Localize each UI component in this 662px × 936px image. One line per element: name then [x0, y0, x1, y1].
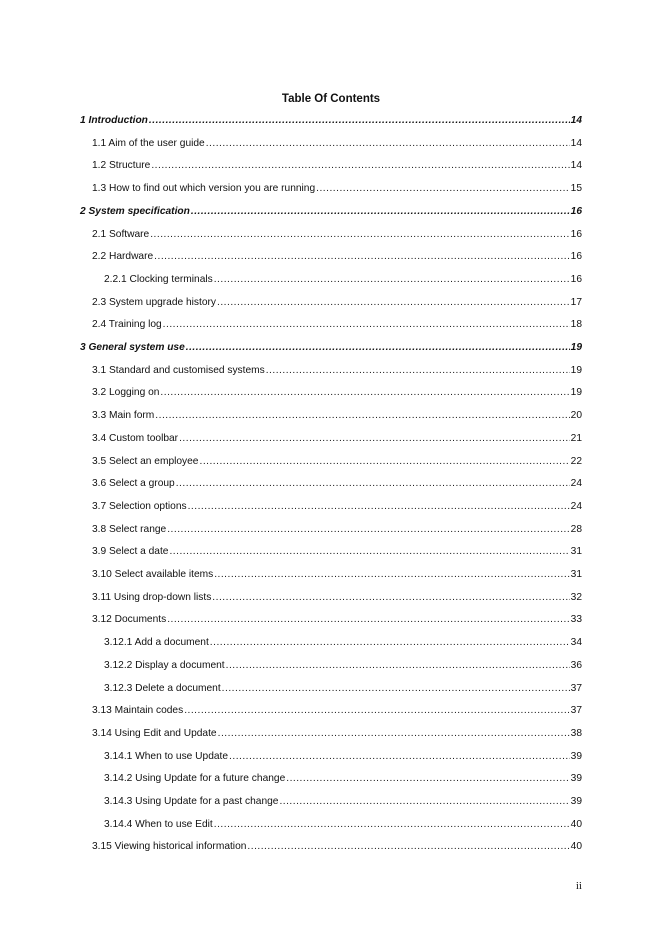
- toc-entry-page: 39: [570, 750, 582, 762]
- toc-leader-dots: [186, 341, 570, 354]
- toc-entry-label: 3.9 Select a date: [92, 546, 169, 558]
- toc-entry-page: 14: [570, 115, 582, 126]
- toc-leader-dots: [247, 840, 569, 853]
- toc-entry[interactable]: [92, 833, 582, 853]
- toc-entry-label: 3.4 Custom toolbar: [92, 432, 179, 444]
- toc-leader-dots: [149, 114, 570, 127]
- toc-leader-dots: [176, 477, 570, 490]
- toc-entry-page: 37: [570, 705, 582, 717]
- toc-entry-page: 40: [570, 818, 582, 830]
- toc-entry-page: 22: [570, 455, 582, 467]
- toc-entry-page: 28: [570, 523, 582, 535]
- toc-entry-label: 3.15 Viewing historical information: [92, 841, 247, 853]
- toc-entry[interactable]: [92, 175, 582, 195]
- toc-entry-page: 32: [570, 591, 582, 603]
- toc-entry-label: 3.8 Select range: [92, 523, 167, 535]
- toc-entry[interactable]: [92, 493, 582, 513]
- toc-entry-label: 2.4 Training log: [92, 319, 162, 331]
- toc-entry-label: 3.3 Main form: [92, 410, 155, 422]
- toc-entry-label: 1.3 How to find out which version you are running: [92, 183, 316, 195]
- toc-leader-dots: [167, 523, 569, 536]
- toc-entry-label: 2.1 Software: [92, 228, 150, 240]
- toc-entry-page: 21: [570, 432, 582, 444]
- toc-entry-label: 3.10 Select available items: [92, 569, 214, 580]
- toc-entry-page: 14: [570, 160, 582, 172]
- toc-leader-dots: [154, 250, 570, 263]
- toc-entry-page: 38: [570, 727, 582, 739]
- toc-leader-dots: [217, 296, 570, 309]
- toc-entry-label: 2.2 Hardware: [92, 251, 154, 263]
- toc-leader-dots: [214, 818, 570, 831]
- toc-entry[interactable]: [92, 720, 582, 740]
- toc-entry[interactable]: [104, 652, 582, 672]
- toc-leader-dots: [212, 591, 569, 604]
- toc-entry-label: 1.2 Structure: [92, 160, 151, 172]
- toc-entry-page: 19: [570, 342, 582, 353]
- toc-leader-dots: [160, 386, 569, 399]
- toc-leader-dots: [229, 750, 570, 763]
- toc-entry-page: 40: [570, 841, 582, 853]
- toc-leader-dots: [266, 364, 570, 377]
- toc-leader-dots: [222, 682, 570, 695]
- toc-entry-page: 18: [570, 319, 582, 331]
- toc-leader-dots: [167, 613, 569, 626]
- toc-entry-page: 31: [570, 569, 582, 580]
- toc-entry-page: 39: [570, 773, 582, 785]
- toc-entry-page: 15: [570, 183, 582, 195]
- toc-entry-label: 3.7 Selection options: [92, 500, 187, 512]
- toc-entry-page: 36: [570, 659, 582, 671]
- toc-entry[interactable]: [92, 402, 582, 422]
- toc-entry[interactable]: [92, 697, 582, 717]
- toc-leader-dots: [199, 455, 569, 468]
- toc-entry[interactable]: [92, 357, 582, 377]
- toc-leader-dots: [226, 659, 570, 672]
- toc-entry-label: 3.12.3 Delete a document: [104, 682, 221, 694]
- toc-entry[interactable]: [92, 470, 582, 490]
- toc-entry[interactable]: [92, 152, 582, 172]
- toc-leader-dots: [155, 409, 569, 422]
- toc-entry-label: 3.14.3 Using Update for a past change: [104, 796, 279, 807]
- toc-entry[interactable]: [92, 425, 582, 445]
- toc-entry-label: 3.12 Documents: [92, 614, 167, 626]
- toc-entry[interactable]: [92, 448, 582, 468]
- toc-entry-page: 24: [570, 478, 582, 490]
- toc-entry-page: 16: [570, 273, 582, 285]
- toc-entry-page: 14: [570, 137, 582, 149]
- toc-entry-page: 16: [570, 228, 582, 240]
- toc-title: Table Of Contents: [281, 93, 381, 105]
- toc-entry-label: 3.2 Logging on: [92, 387, 160, 399]
- toc-leader-dots: [191, 205, 570, 218]
- toc-entry-page: 16: [570, 251, 582, 263]
- toc-entry[interactable]: [80, 334, 582, 354]
- toc-leader-dots: [151, 159, 569, 172]
- toc-entry-page: 33: [570, 614, 582, 626]
- toc-entry[interactable]: [104, 765, 582, 785]
- toc-leader-dots: [316, 182, 570, 195]
- toc-leader-dots: [218, 727, 570, 740]
- toc-entry-label: 3.14.1 When to use Update: [104, 750, 229, 762]
- toc-leader-dots: [179, 432, 570, 445]
- toc-entry-label: 3.14.2 Using Update for a future change: [104, 773, 286, 785]
- toc-entry[interactable]: [104, 629, 582, 649]
- toc-leader-dots: [286, 772, 569, 785]
- toc-entry[interactable]: [92, 561, 582, 581]
- toc-leader-dots: [188, 500, 570, 513]
- toc-leader-dots: [163, 318, 570, 331]
- toc-entry-page: 31: [570, 546, 582, 558]
- toc-entry[interactable]: [104, 675, 582, 695]
- toc-leader-dots: [214, 568, 569, 581]
- toc-entry-label: 3.13 Maintain codes: [92, 705, 184, 717]
- toc-entry-label: 2.3 System upgrade history: [92, 296, 217, 308]
- toc-entry-label: 3.12.2 Display a document: [104, 659, 225, 671]
- toc-leader-dots: [206, 137, 570, 150]
- toc-entry-label: 3 General system use: [80, 342, 185, 353]
- toc-entry-page: 19: [570, 387, 582, 399]
- toc-entry-label: 3.14.4 When to use Edit: [104, 818, 213, 830]
- toc-entry[interactable]: [80, 107, 582, 127]
- toc-entry[interactable]: [80, 198, 582, 218]
- toc-entry-page: 17: [570, 296, 582, 308]
- toc-entry[interactable]: [92, 311, 582, 331]
- toc-entry[interactable]: [92, 379, 582, 399]
- toc-entry-page: 34: [570, 637, 582, 649]
- toc-entry[interactable]: [92, 221, 582, 241]
- toc-entry-page: 39: [570, 796, 582, 807]
- toc-entry[interactable]: [92, 289, 582, 309]
- toc-entry-page: 37: [570, 682, 582, 694]
- toc-entry-label: 3.1 Standard and customised systems: [92, 364, 265, 376]
- toc-entry-label: 3.6 Select a group: [92, 478, 175, 490]
- toc-entry[interactable]: [92, 538, 582, 558]
- toc-entry[interactable]: [92, 606, 582, 626]
- toc-entry-page: 16: [570, 205, 582, 217]
- toc-leader-dots: [150, 228, 569, 241]
- toc-entry[interactable]: [92, 584, 582, 604]
- toc-leader-dots: [214, 273, 570, 286]
- toc-entry-label: 3.11 Using drop-down lists: [92, 591, 212, 603]
- toc-entry-label: 2 System specification: [80, 205, 190, 217]
- toc-entry-label: 3.12.1 Add a document: [104, 637, 209, 649]
- toc-entry[interactable]: [92, 516, 582, 536]
- toc-entry-label: 1.1 Aim of the user guide: [92, 137, 205, 149]
- toc-entry[interactable]: [104, 266, 582, 286]
- toc-leader-dots: [169, 545, 569, 558]
- toc-entry[interactable]: [92, 130, 582, 150]
- toc-leader-dots: [279, 795, 569, 808]
- toc-entry-label: 3.14 Using Edit and Update: [92, 727, 217, 739]
- toc-entry-page: 19: [570, 364, 582, 376]
- toc-leader-dots: [184, 704, 569, 717]
- toc-entry[interactable]: [104, 811, 582, 831]
- toc-entry[interactable]: [104, 788, 582, 808]
- toc-entry-label: 2.2.1 Clocking terminals: [104, 273, 213, 285]
- toc-leader-dots: [210, 636, 570, 649]
- toc-entry[interactable]: [92, 243, 582, 263]
- toc-entry-label: 1 Introduction: [80, 115, 148, 126]
- toc-entry-label: 3.5 Select an employee: [92, 455, 199, 467]
- toc-entry-page: 24: [570, 500, 582, 512]
- toc-entry-page: 20: [570, 410, 582, 422]
- page-number: ii: [575, 880, 582, 892]
- toc-entry[interactable]: [104, 743, 582, 763]
